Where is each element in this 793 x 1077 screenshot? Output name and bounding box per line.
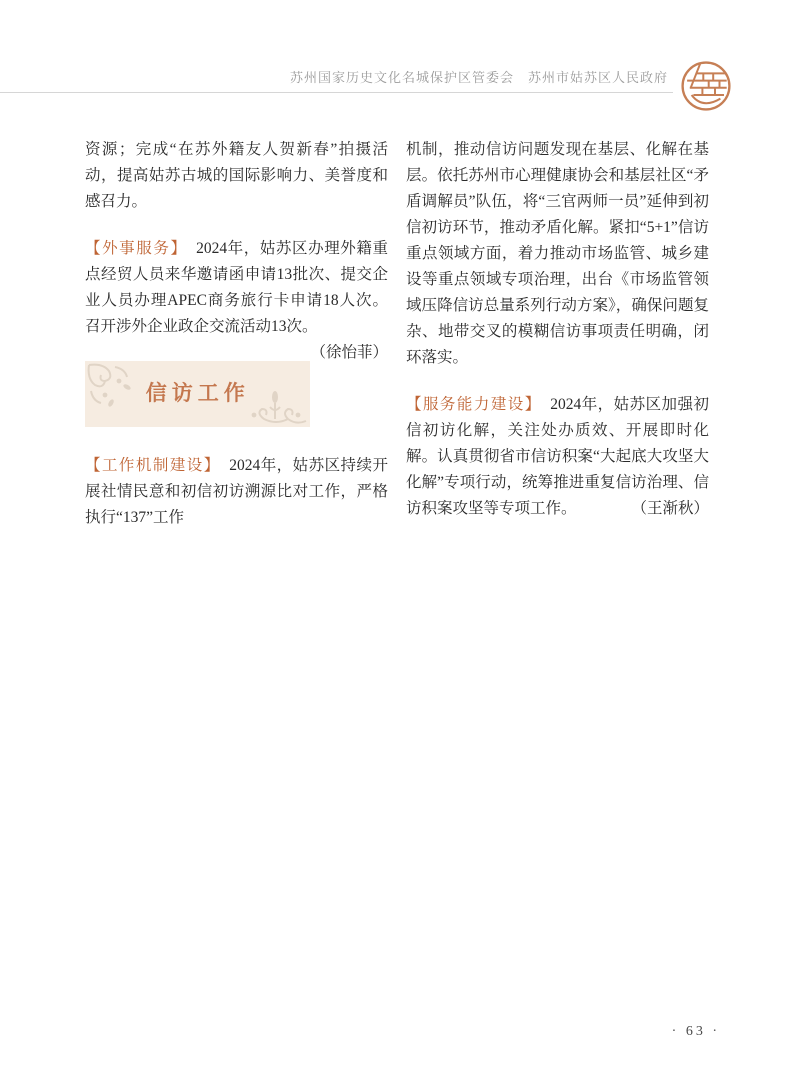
entry-mechanism-continuation xyxy=(406,137,709,371)
right-column xyxy=(406,137,709,543)
entry-body: 2024年，姑苏区持续开展社情民意和初信初访溯源比对工作，严格执行“137”工作 xyxy=(85,457,388,526)
entry-body: 2024年，姑苏区加强初信初访化解，关注处办质效、开展即时化解。认真贯彻省市信访积案“大起底大攻坚大化解”专项行动，统筹推进重复信访治理、信访积案攻坚等专项工作。 xyxy=(406,396,709,517)
header-org-right: 苏州市姑苏区人民政府 xyxy=(527,70,668,85)
entry-service-capability xyxy=(406,392,709,522)
entry-heading: 【服务能力建设】 xyxy=(406,396,542,413)
entry-signature: （徐怡菲） xyxy=(310,344,388,361)
entry-signature: （王渐秋） xyxy=(631,500,709,517)
entry-foreign-affairs xyxy=(85,236,388,361)
floral-ornament-icon xyxy=(240,387,310,427)
section-title: 信访工作 xyxy=(145,382,250,405)
entry-heading: 【工作机制建设】 xyxy=(85,457,221,474)
page-number: · 63 · xyxy=(671,1024,720,1039)
header-divider xyxy=(0,92,673,93)
header-org-left: 苏州国家历史文化名城保护区管委会 xyxy=(289,70,514,85)
floral-ornament-icon xyxy=(85,361,137,413)
entry-heading: 【外事服务】 xyxy=(85,240,188,257)
paragraph-text: 资源；完成“在苏外籍友人贺新春”拍摄活动，提高姑苏古城的国际影响力、美誉度和感召力。 xyxy=(85,141,388,210)
paragraph-continuation xyxy=(85,137,388,215)
page-header xyxy=(290,67,668,86)
entry-body: 2024年，姑苏区办理外籍重点经贸人员来华邀请函申请13批次、提交企业人员办理APEC商务旅行卡申请18人次。召开涉外企业政企交流活动13次。 xyxy=(85,240,388,335)
entry-mechanism xyxy=(85,453,388,531)
paragraph-text: 机制，推动信访问题发现在基层、化解在基层。依托苏州市心理健康协会和基层社区“矛盾调解员”队伍，将“三官两师一员”延伸到初信初访环节，推动矛盾化解。紧扣“5+1”信访重点领域方面，着力推动市场监管、城乡建设等重点领域专项治理，出台《市场监管领域压降信访总量系列行动方案》，确保问题复杂、地带交叉的模糊信访事项责任明确，闭环落实。 xyxy=(406,141,709,366)
section-box-xinfang xyxy=(85,361,310,427)
gusu-seal-icon xyxy=(679,59,733,113)
left-column xyxy=(85,137,388,552)
